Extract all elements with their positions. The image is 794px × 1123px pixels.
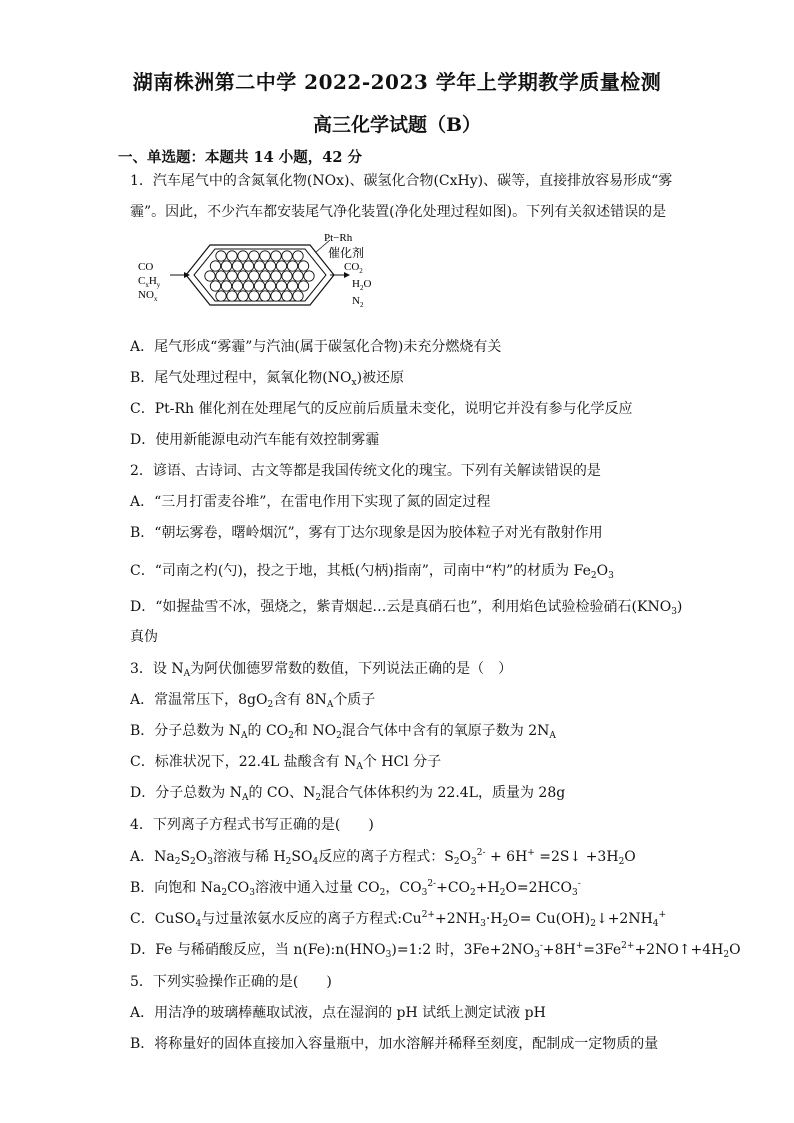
catalyst-pellet: [216, 251, 226, 261]
catalyst-pellet: [232, 261, 242, 271]
catalyst-pellet: [282, 251, 292, 261]
catalyst-pellet: [276, 261, 286, 271]
catalyst-pellet: [287, 281, 297, 291]
catalyst-label-top: Pt−Rh: [324, 232, 353, 244]
catalyst-pellet: [210, 281, 220, 291]
q3-option-b: B．分子总数为 $N_A$的 $CO_2$和 $NO_2$混合气体中含有的氧原子数为 $2N_A$: [130, 723, 556, 741]
inlet-nox: $NO_x$: [138, 289, 158, 303]
q4-stem: 4．下列离子方程式书写正确的是( ): [130, 817, 374, 833]
catalyst-pellet: [243, 281, 253, 291]
q3-option-a: A．常温常压下，$8gO_2$含有 $8N_A$个质子: [130, 692, 376, 710]
catalyst-pellet: [282, 271, 292, 281]
catalyst-pellet: [221, 261, 231, 271]
q3-stem: 3．设 $N_A$为阿伏伽德罗常数的数值，下列说法正确的是（ ）: [130, 661, 513, 679]
q1-stem-line2: 霾”。因此，不少汽车都安装尾气净化装置(净化处理过程如图)。下列有关叙述错误的是: [130, 204, 667, 220]
school-title: 湖南株洲第二中学 2022-2023 学年上学期教学质量检测: [132, 70, 662, 94]
catalyst-pellet: [238, 291, 248, 301]
q1-option-b: B．尾气处理过程中，氮氧化物$(NO_x)$被还原: [130, 370, 405, 388]
catalyst-pellet: [249, 271, 259, 281]
outlet-h2o: $H_2O$: [352, 278, 372, 292]
catalyst-pellet: [271, 271, 281, 281]
catalyst-pellet: [254, 261, 264, 271]
catalyst-pellet: [216, 271, 226, 281]
catalyst-pellet: [227, 271, 237, 281]
inlet-co: CO: [138, 261, 154, 273]
q2-option-d-line2: 真伪: [130, 629, 158, 645]
q3-option-c: C．标准状况下，22.4L 盐酸含有 $N_A$个 HCl 分子: [130, 754, 442, 772]
catalyst-pellet: [276, 281, 286, 291]
catalyst-pellet: [271, 251, 281, 261]
catalyst-pellet: [260, 271, 270, 281]
catalyst-pellet: [265, 281, 275, 291]
catalyst-pellet: [298, 281, 308, 291]
q3-option-d: D．分子总数为 $N_A$的 CO、$N_2$混合气体体积约为 22.4L，质量为 28g: [130, 785, 566, 803]
section-heading: 一、单选题：本题共 14 小题，42 分: [118, 149, 362, 166]
catalyst-pellet: [260, 291, 270, 301]
catalyst-pellet: [298, 261, 308, 271]
q2-option-a: A．“三月打雷麦谷堆”，在雷电作用下实现了氮的固定过程: [130, 494, 491, 510]
exhaust-purifier-diagram: [134, 232, 394, 322]
q1-stem-line1: 1．汽车尾气中的含氮氧化物(NOx)、碳氢化合物(CxHy)、碳等，直接排放容易形成“雾: [130, 173, 673, 189]
q2-stem: 2．谚语、古诗词、古文等都是我国传统文化的瑰宝。下列有关解读错误的是: [130, 463, 601, 479]
catalyst-pellet: [216, 291, 226, 301]
q4-option-a: A．$Na_2S_2O_3$溶液与稀 $H_2SO_4$反应的离子方程式：$S_2O_3^{2-} + 6H^+$ =2S↓ $+3H_2O$: [130, 848, 636, 867]
q1-option-d: D．使用新能源电动汽车能有效控制雾霾: [130, 432, 380, 448]
q4-option-c: C．CuSO$_4$与过量浓氨水反应的离子方程式$:Cu^{2+}+2NH_3\cdot H_2O=$ $Cu(OH)_2↓+2NH_4^+$: [130, 910, 667, 929]
inlet-hydrocarbon: $C_xH_y$: [138, 275, 161, 289]
catalyst-pellet: [293, 291, 303, 301]
catalyst-pellet: [293, 271, 303, 281]
q2-option-c: C．“司南之杓(勺)，投之于地，其柢(勺柄)指南”，司南中“杓”的材质为 $Fe_2O_3$: [130, 563, 614, 581]
q5-stem: 5．下列实验操作正确的是( ): [130, 974, 332, 990]
catalyst-pellet: [265, 261, 275, 271]
q1-option-c: C．Pt-Rh 催化剂在处理尾气的反应前后质量未变化，说明它并没有参与化学反应: [130, 401, 633, 417]
catalyst-pellet: [249, 291, 259, 301]
q1-option-a: A．尾气形成“雾霾”与汽油(属于碳氢化合物)未充分燃烧有关: [130, 339, 502, 355]
catalyst-pellet: [293, 251, 303, 261]
catalyst-pellet: [227, 291, 237, 301]
catalyst-pellet: [282, 291, 292, 301]
catalyst-pellet: [238, 271, 248, 281]
catalyst-pellet: [205, 271, 215, 281]
q4-option-d: D．Fe 与稀硝酸反应，当 $n(Fe):n(HNO_3)=1:2$ 时，$3Fe+2NO_3^-+8H^+=3Fe^{2+}+2NO↑+4H_2O$: [130, 941, 741, 960]
catalyst-pellet: [243, 261, 253, 271]
catalyst-pellet: [232, 281, 242, 291]
catalyst-pellet: [287, 261, 297, 271]
outlet-n2: $N_2$: [352, 295, 364, 309]
q5-option-b: B．将称量好的固体直接加入容量瓶中，加水溶解并稀释至刻度，配制成一定物质的量: [130, 1036, 659, 1052]
q4-option-b: B．向饱和 $Na_2CO_3$溶液中通入过量 $CO_2$，$CO_3^{2-}+CO_2+H_2O=2HCO_3^-$: [130, 879, 581, 898]
catalyst-pellet: [210, 261, 220, 271]
catalyst-pellet: [254, 281, 264, 291]
catalyst-pellet: [260, 251, 270, 261]
catalyst-label-bottom: 催化剂: [328, 246, 365, 260]
exam-title: 高三化学试题（B）: [312, 114, 482, 136]
q2-option-b: B．“朝坛雾卷，曙岭烟沉”，雾有丁达尔现象是因为胶体粒子对光有散射作用: [130, 525, 603, 541]
q5-option-a: A．用洁净的玻璃棒蘸取试液，点在湿润的 pH 试纸上测定试液 pH: [130, 1005, 546, 1021]
q2-option-d-line1: D．“如握盐雪不冰，强烧之，紫青烟起…云是真硝石也”，利用焰色试验检验硝石$(KNO_3)$: [130, 599, 683, 617]
catalyst-pellet: [238, 251, 248, 261]
catalyst-pellet: [304, 271, 314, 281]
catalyst-pellet: [249, 251, 259, 261]
catalyst-pellet: [271, 291, 281, 301]
catalyst-pellet: [227, 251, 237, 261]
outlet-co2: $CO_2$: [344, 261, 363, 275]
catalyst-pellet: [221, 281, 231, 291]
